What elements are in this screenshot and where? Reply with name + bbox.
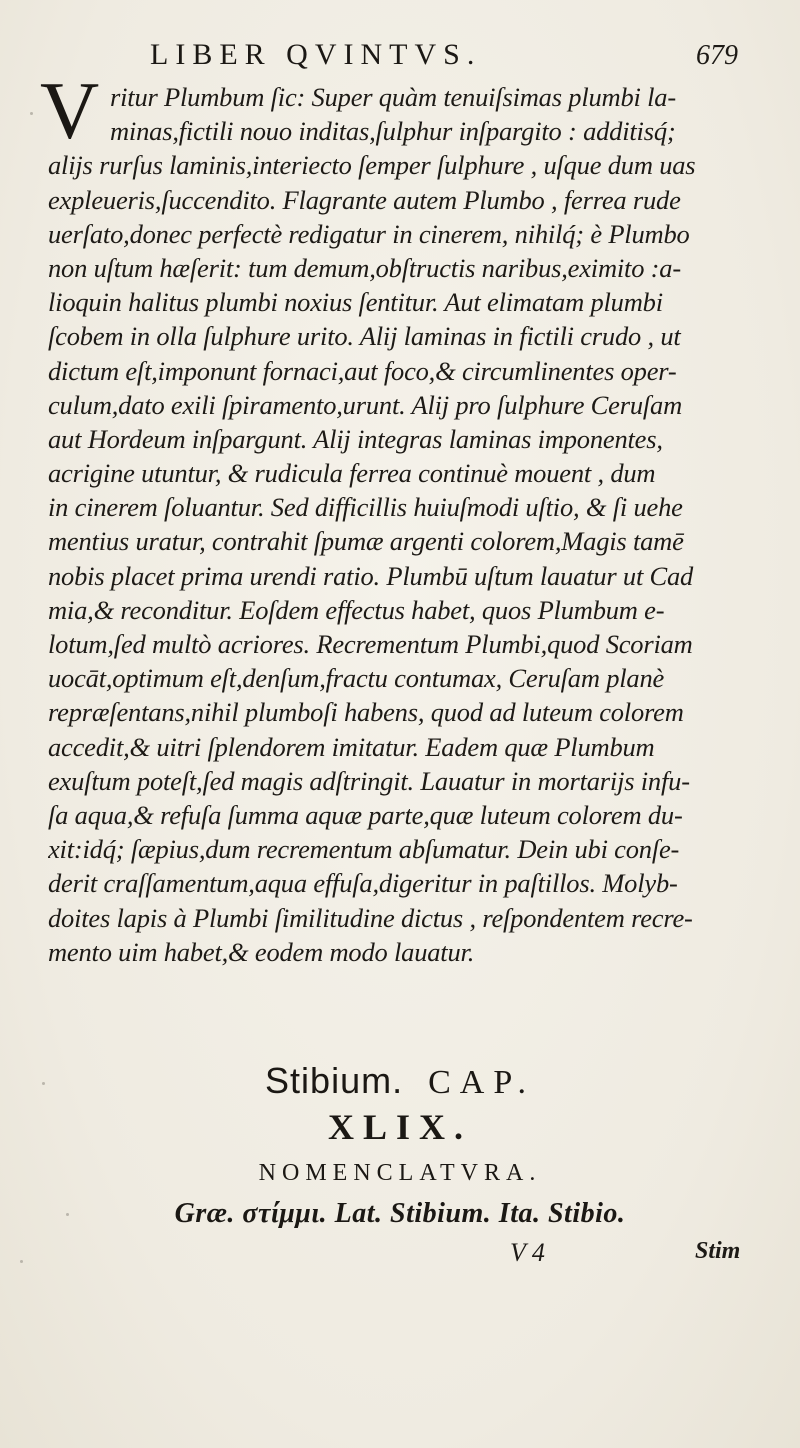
text-line: exuſtum poteſt,ſed magis adſtringit. Lauatur in mortarijs infu- — [48, 765, 690, 796]
text-line: in cinerem ſoluantur. Sed difficillis huiuſmodi uſtio, & ſi uehe — [48, 492, 683, 523]
paper-speck — [42, 1082, 45, 1085]
text-line: ſa aqua,& refuſa ſumma aquæ parte,quæ luteum colorem du- — [48, 799, 683, 830]
paper-speck — [20, 1260, 23, 1263]
text-line: culum,dato exili ſpiramento,urunt. Alij pro ſulphure Ceruſam — [48, 389, 683, 420]
text-line: doites lapis à Plumbi ſimilitudine dictus , reſpondentem recre- — [48, 902, 693, 933]
text-line: uerſato,donec perfectè redigatur in cinerem, nihilq́; è Plumbo — [48, 218, 690, 249]
text-line: xit:idq́; ſæpius,dum recrementum abſumatur. Dein ubi conſe- — [48, 834, 680, 865]
page-number: 679 — [696, 40, 738, 71]
signature-mark: V 4 — [510, 1238, 545, 1267]
text-line: lioquin halitus plumbi noxius ſentitur. Aut elimatam plumbi — [48, 287, 663, 318]
drop-cap: V — [40, 65, 100, 156]
text-line: acrigine utuntur, & rudicula ferrea continuè mouent , dum — [48, 458, 656, 489]
running-title: LIBER QVINTVS. — [150, 38, 482, 71]
text-line: nobis placet prima urendi ratio. Plumbū uſtum lauatur ut Cad — [48, 560, 694, 591]
chapter-number: XLIX. — [327, 1107, 473, 1147]
text-line: lotum,ſed multò acriores. Recrementum Plumbi,quod Scoriam — [48, 629, 693, 659]
text-line: expleueris,ſuccendito. Flagrante autem Plumbo , ferrea rude — [48, 184, 681, 215]
chapter-cap-label: CAP. — [428, 1064, 535, 1101]
text-line: accedit,& uitri ſplendorem imitatur. Eadem quæ Plumbum — [48, 731, 655, 762]
chapter-name: Stibium. — [265, 1060, 404, 1101]
text-line: ſcobem in olla ſulphure urito. Alij laminas in fictili crudo , ut — [48, 321, 681, 352]
text-line: minas,fictili nouo inditas,ſulphur inſpargito : additisq́; — [110, 116, 676, 147]
text-line: mia,& reconditur. Eoſdem effectus habet, quos Plumbum e- — [48, 594, 665, 625]
body-text — [48, 80, 748, 969]
text-line: repræſentans,nihil plumboſi habens, quod ad luteum colorem — [48, 697, 684, 728]
nomenclatura-heading: NOMENCLATVRA. — [258, 1160, 542, 1186]
text-line: aut Hordeum inſpargunt. Alij integras laminas imponentes, — [48, 423, 663, 454]
text-line: mento uim habet,& eodem modo lauatur. — [48, 936, 475, 967]
catchword: Stim — [695, 1238, 741, 1264]
chapter-title — [0, 1060, 800, 1102]
page-footer — [0, 1238, 800, 1274]
text-line: uocāt,optimum eſt,denſum,fractu contumax, Ceruſam planè — [48, 663, 665, 694]
text-line: mentius uratur, contrahit ſpumæ argenti colorem,Magis tamē — [48, 526, 684, 557]
text-line: non uſtum hæſerit: tum demum,obſtructis naribus,eximito :a- — [48, 252, 681, 283]
paper-speck — [66, 1213, 69, 1216]
text-line: ritur Plumbum ſic: Super quàm tenuiſsimas plumbi la- — [110, 82, 676, 112]
text-line: dictum eſt,imponunt fornaci,aut foco,& circumlinentes oper- — [48, 355, 677, 386]
text-line: alijs rurſus laminis,interiecto ſemper ſulphure , uſque dum uas — [48, 150, 696, 181]
paper-speck — [30, 112, 33, 115]
running-head — [0, 38, 800, 78]
synonyms-line: Græ. στίμμι. Lat. Stibium. Ita. Stibio. — [174, 1198, 626, 1229]
text-line: derit craſſamentum,aqua effuſa,digeritur in paſtillos. Molyb- — [48, 868, 678, 899]
